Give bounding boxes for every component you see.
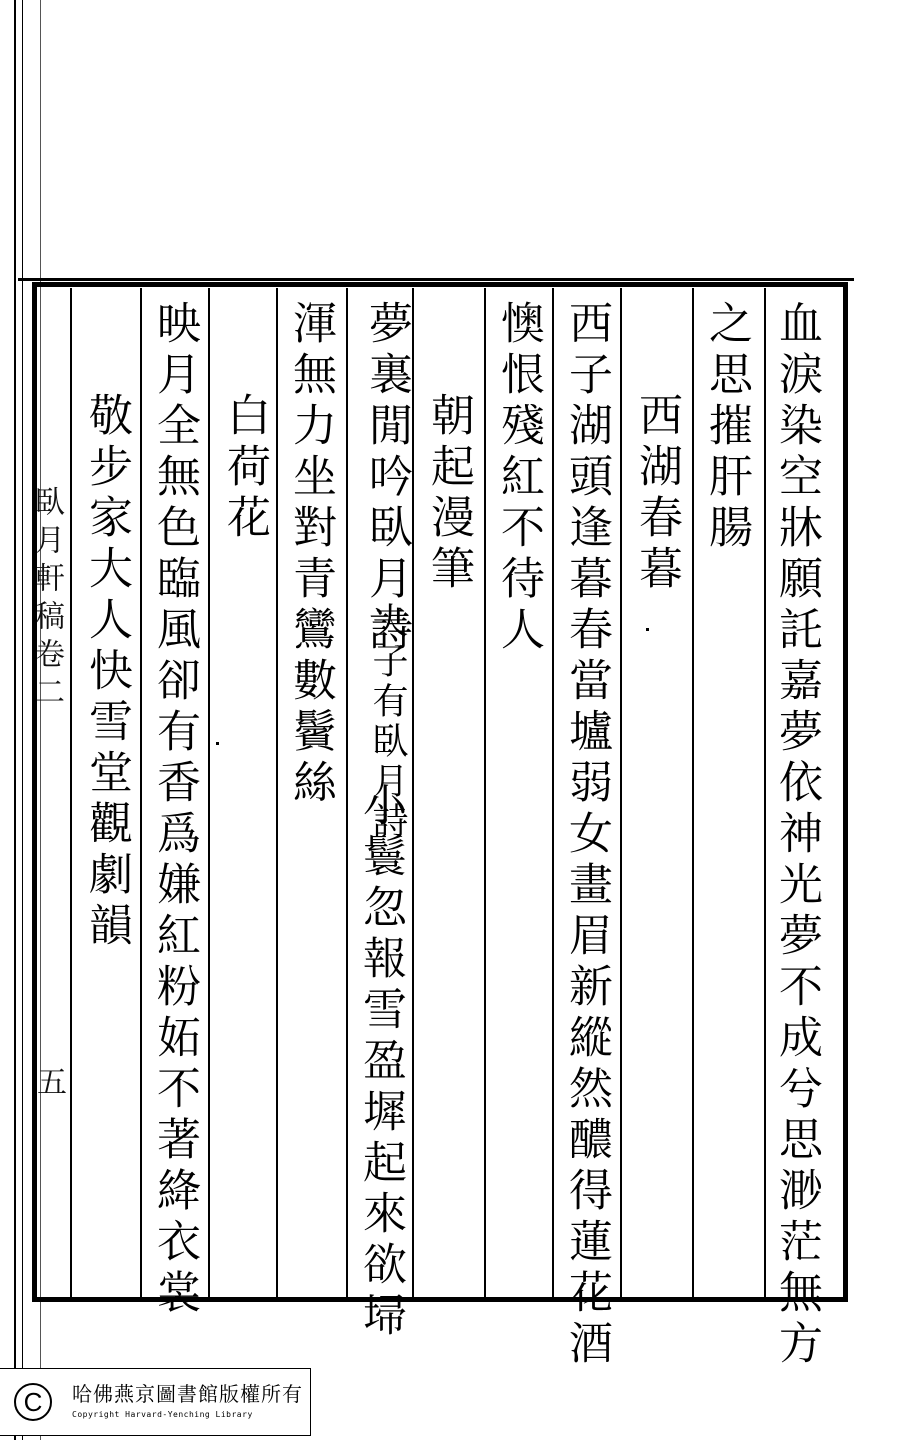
spine-page-number: 五: [31, 1066, 66, 1104]
poem-line-2: 之思摧肝腸: [701, 300, 752, 555]
spine-title: 臥月軒稿卷二: [29, 486, 64, 714]
poem-title-west-lake: 西湖春暮: [631, 392, 682, 596]
poem-line-7: 渾無力坐對青鸞數鬢絲: [285, 300, 336, 810]
column-rule: [484, 288, 486, 1298]
poem-line-1: 血淚染空牀願託嘉夢依神光夢不成兮思渺茫無方: [771, 300, 822, 1371]
poem-title-snow-hall: 敬步家大人快雪堂觀劇韻: [81, 392, 132, 953]
column-rule: [276, 288, 278, 1298]
annotation-note: 夫子有臥月詩: [367, 602, 408, 842]
column-rule: [140, 288, 142, 1298]
copyright-english: Copyright Harvard-Yenching Library: [72, 1410, 253, 1419]
poem-line-4: 懊恨殘紅不待人: [493, 300, 544, 657]
poem-line-5: 夢裏閒吟臥月詩: [361, 300, 412, 657]
copyright-chinese: 哈佛燕京圖書館版權所有: [72, 1382, 303, 1406]
ink-dot: [216, 742, 219, 745]
column-rule: [70, 288, 72, 1298]
column-rule: [412, 288, 414, 1298]
poem-title-white-lotus: 白荷花: [219, 392, 270, 545]
copyright-icon: C: [14, 1383, 52, 1421]
poem-line-3: 西子湖頭逢暮春當壚弱女畫眉新縱然醲得蓮花酒: [561, 300, 612, 1371]
column-rule: [764, 288, 766, 1298]
binding-line: [22, 0, 23, 1440]
column-rule: [620, 288, 622, 1298]
frame-top-edge: [18, 278, 854, 281]
column-rule: [552, 288, 554, 1298]
column-rule: [346, 288, 348, 1298]
column-rule: [208, 288, 210, 1298]
binding-line: [14, 0, 16, 1440]
poem-line-6: 小鬟忽報雪盈墀起來欲埽: [355, 782, 406, 1343]
poem-line-8: 映月全無色臨風卻有香爲嫌紅粉妬不著絳衣裳: [149, 300, 200, 1320]
poem-title-morning: 朝起漫筆: [423, 392, 474, 596]
column-rule: [692, 288, 694, 1298]
ink-dot: [646, 628, 649, 631]
